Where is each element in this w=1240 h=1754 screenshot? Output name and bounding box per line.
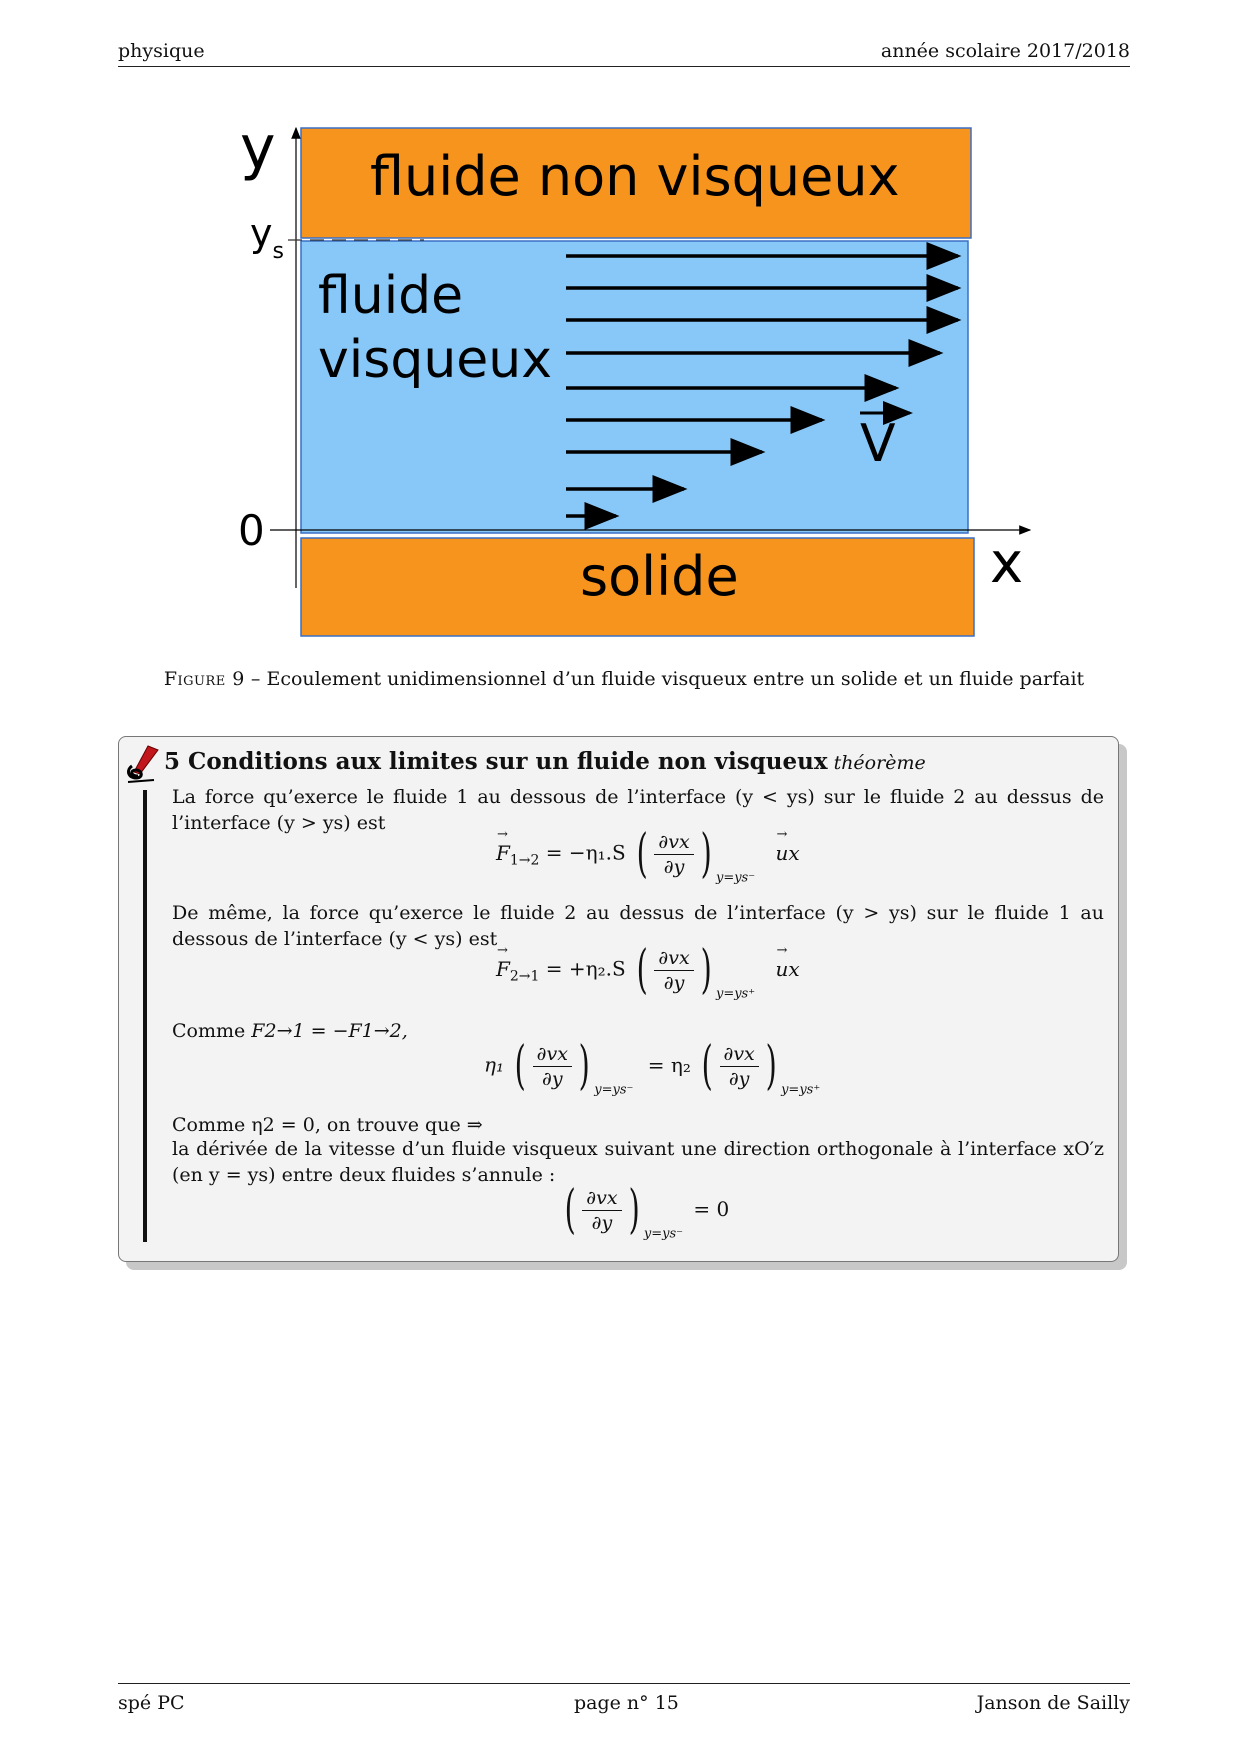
equation-2: → $F_{2\to 1} = +\eta_2.S$ ( $\frac{\partial vx}{\partial y}$ ) $_{y=ys^+}$ → ux xyxy=(496,944,800,1002)
theorem-paragraph-4: Comme η2 = 0, on trouve que ⇒ xyxy=(172,1114,483,1136)
theorem-kind: théorème xyxy=(833,752,926,774)
non-viscous-fluid-label: fluide non visqueux xyxy=(370,145,900,208)
ys-label: $y_s$ xyxy=(250,211,284,264)
equation-4: ( $\frac{\partial vx}{\partial y}$ ) $_{y=ys^-}$ = 0 xyxy=(564,1180,730,1242)
origin-label: 0 xyxy=(238,506,265,555)
footer-class: spé PC xyxy=(118,1692,185,1714)
caption-text: – Ecoulement unidimensionnel d’un fluide visqueux entre un solide et un fluide parfait xyxy=(244,668,1085,690)
theorem-paragraph-5: la dérivée de la vitesse d’un fluide visqueux suivant une direction orthogonale à l’interface xO′z (en y = ys) entre deux fluides s’annule : xyxy=(172,1138,1104,1186)
figure-flow-diagram xyxy=(230,113,1040,638)
header-subject: physique xyxy=(118,40,205,62)
theorem-title-text: 5 Conditions aux limites sur un fluide non visqueux xyxy=(164,748,828,775)
header-school-year: année scolaire 2017/2018 xyxy=(880,40,1130,62)
viscous-fluid-label-line1: fluide xyxy=(318,266,464,326)
footer-rule xyxy=(118,1683,1130,1684)
y-axis-label: y xyxy=(240,113,276,183)
theorem-paragraph-1: La force qu’exerce le fluide 1 au dessous de l’interface (y < ys) sur le fluide 2 au dessus de l’interface (y > ys) est xyxy=(172,786,1104,834)
theorem-left-bar xyxy=(143,790,147,1242)
solid-label: solide xyxy=(580,545,739,608)
footer-school: Janson de Sailly xyxy=(976,1692,1130,1714)
figure-caption xyxy=(118,668,1130,690)
theorem-paragraph-3: Comme F2→1 = −F1→2, xyxy=(172,1020,408,1042)
footer-page-number: page n° 15 xyxy=(574,1692,679,1714)
viscous-fluid-label-line2: visqueux xyxy=(318,330,552,390)
velocity-label: V xyxy=(860,414,896,474)
feather-pen-icon xyxy=(124,744,162,788)
caption-label: Figure 9 xyxy=(163,668,245,690)
equation-3: η₁ ( $\frac{\partial vx}{\partial y}$ ) $_{y=ys^-}$ = η₂ ( $\frac{\partial vx}{\partial y}$ ) $_{y=ys^+}$ xyxy=(484,1036,821,1098)
theorem-title xyxy=(164,748,926,775)
x-axis-label: x xyxy=(990,531,1024,596)
equation-1: → $F_{1\to 2} = -\eta_1.S$ ( $\frac{\partial vx}{\partial y}$ ) $_{y=ys^-}$ → ux xyxy=(496,828,800,886)
theorem-paragraph-2: De même, la force qu’exerce le fluide 2 au dessus de l’interface (y > ys) sur le fluide 1 au dessous de l’interface (y < ys) est xyxy=(172,902,1104,950)
header-rule xyxy=(118,66,1130,67)
